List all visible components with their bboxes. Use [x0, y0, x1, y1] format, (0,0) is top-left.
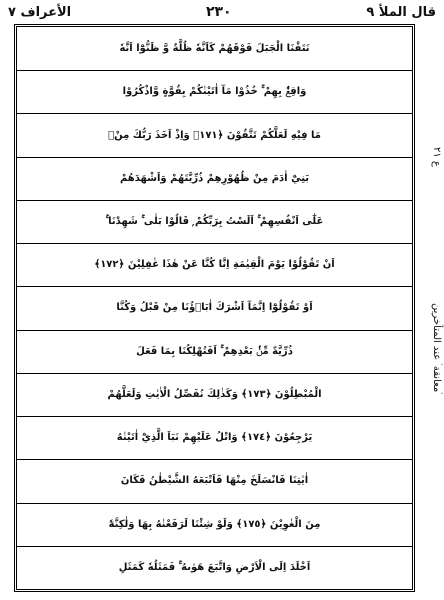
- text-line: ذُرِّيَّةً مِّنْۢ بَعْدِهِمْ ۚ اَفَتُهْلِكُنَا بِمَا فَعَلَ: [136, 345, 293, 357]
- text-line: اَوْ تَقُوْلُوْٓا اِنَّمَآ اَشْرَكَ اٰبَاۗؤُنَا مِنْ قَبْلُ وَكُنَّا: [116, 302, 313, 314]
- surah-name: الأعراف ٧: [8, 4, 72, 20]
- text-line: الْمُبْطِلُوْنَ ﴿١٧٣﴾ وَكَذٰلِكَ نُفَصِّلُ الْاٰيٰتِ وَلَعَلَّهُمْ: [107, 388, 322, 400]
- juz-name: قال الملأ ٩: [366, 4, 436, 20]
- page-header: [8, 2, 436, 22]
- text-line: وَاقِعٌۢ بِهِمْ ۚ خُذُوْا مَآ اٰتَيْنٰكُمْ بِقُوَّةٍ وَّاذْكُرُوْا: [122, 86, 307, 98]
- text-line: اٰيٰتِنَا فَانْسَلَخَ مِنْهَا فَاَتْبَعَهُ الشَّيْطٰنُ فَكَانَ: [120, 475, 309, 487]
- text-frame: [14, 24, 415, 592]
- text-line: نَتَقْنَا الْجَبَلَ فَوْقَهُمْ كَاَنَّهٗ ظُلَّةٌ وَّ ظَنُّوْٓا اَنَّهٗ: [119, 43, 310, 55]
- ruku-mark: ع ٢١: [431, 147, 442, 167]
- page-number: ٢٣٠: [205, 4, 232, 20]
- text-line: عَلٰٓى اَنْفُسِهِمْ ۚ اَلَسْتُ بِرَبِّكُمْ ۭ قَالُوْا بَلٰى ۚ شَهِدْنَا ۚ: [105, 216, 324, 228]
- text-line: بَنِيْٓ اٰدَمَ مِنْ ظُهُوْرِهِمْ ذُرِّيَّتَهُمْ وَاَشْهَدَهُمْ: [119, 172, 310, 184]
- text-line: اَخْلَدَ اِلَى الْاَرْضِ وَاتَّبَعَ هَوٰىهُ ۚ فَمَثَلُهٗ كَمَثَلِ: [118, 561, 311, 573]
- text-line: مِنَ الْغٰوِيْنَ ﴿١٧٥﴾ وَلَوْ شِئْنَا لَرَفَعْنٰهُ بِهَا وَلٰكِنَّهٗٓ: [108, 518, 321, 530]
- side-margin: [418, 24, 442, 592]
- text-lines: [17, 27, 412, 589]
- text-line: اَنْ تَقُوْلُوْا يَوْمَ الْقِيٰمَةِ اِنَّا كُنَّا عَنْ هٰذَا غٰفِلِيْنَ ﴿١٧٢﴾: [94, 259, 335, 271]
- text-line: مَا فِيْهِ لَعَلَّكُمْ تَتَّقُوْنَ ﴿١٧١﴾ وَاِذْ اَخَذَ رَبُّكَ مِنْۢ: [108, 129, 321, 141]
- text-line: يَرْجِعُوْنَ ﴿١٧٤﴾ وَاتْلُ عَلَيْهِمْ نَبَاَ الَّذِيْٓ اٰتَيْنٰهُ: [116, 432, 313, 444]
- margin-note: معانقة ۘ عند المتأخرين ۘ: [431, 303, 442, 395]
